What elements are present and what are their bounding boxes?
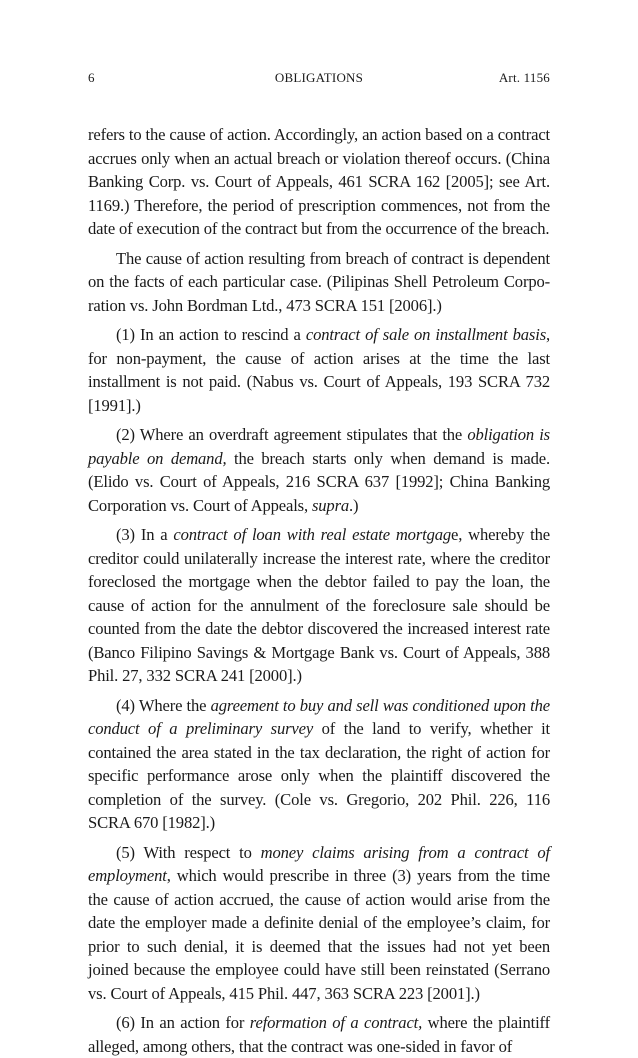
section-title: OBLIGATIONS [274,70,364,85]
paragraph-text: (3) In a [116,525,174,544]
paragraph-text: , which would prescribe in three (3) years from the time the cause of action accrued, the cause of action would arise from the date the employer made a definite denial of the employee’s claim, for prior to such denial, it is deemed that the issues had not yet been joined because the employee could have still been reinstated (Serrano vs. Court of Appeals, 415 Phil. 447, 363 SCRA 223 [2001].) [88,866,550,1003]
paragraph-text: , for non-payment, the cause of action arises at the time the last installment is not paid. (Nabus vs. Court of Appeals, 193 SCRA 732 [1991].) [88,325,551,415]
paragraph-text: (6) In an action for [116,1013,250,1032]
italic-text: agreement to buy and sell was conditioned upon the conduct of a preliminary survey [88,695,550,738]
paragraph [88,423,550,517]
paragraph [88,247,550,318]
paragraph-text: of the land to verify, whether it contained the area stated in the tax declaration, the right of action for specific performance arose only when the plaintiff discovered the completion of the survey. (Cole vs. Gregorio, 202 Phil. 226, 116 SCRA 670 [1982].) [88,719,551,832]
paragraph-text: The cause of action resulting from breach of contract is dependent on the facts of each particular case. (Pilipinas Shell Petroleum Corpo-ration vs. John Bordman Ltd., 473 SCRA 151 [2006].) [88,248,550,315]
paragraph-text: (5) With respect to [116,842,261,862]
italic-text: obligation is payable on demand, [88,425,550,468]
article-reference: Art. 1156 [498,70,550,85]
paragraph [88,841,550,1006]
paragraph-text: the breach starts only when demand is made. (Elido vs. Court of Appeals, 216 SCRA 637 [1992]; China Banking Corporation vs. Court of Appeals, [88,448,550,515]
paragraph [88,1011,550,1058]
italic-text: reformation of a contract, [249,1013,423,1032]
paragraph-text: (2) Where an overdraft agreement stipulates that the [116,425,468,444]
paragraph [88,323,550,417]
paragraph-text: refers to the cause of action. Accordingly, an action based on a contract accrues only when an actual breach or violation thereof occurs. (China Banking Corp. vs. Court of Appeals, 461 SCRA 162 [2005]; see Art. 1169.) Therefore, the period of prescription commences, not from the date of execution of the contract but from the occurrence of the breach. [88,125,550,238]
italic-text: supra [311,495,350,515]
body-text [88,123,550,1058]
italic-text: contract of sale on installment basis [305,325,547,344]
paragraph-text: where the plaintiff alleged, among others, that the contract was one-sided in favor of [88,1013,551,1056]
italic-text: contract of loan with real estate mortgag [173,525,452,544]
paragraph-text: (4) Where the [116,695,211,715]
running-header [88,70,550,90]
paragraph [88,694,550,835]
paragraph-text: e, whereby the creditor could unilaterally increase the interest rate, where the creditor foreclosed the mortgage when the debtor failed to pay the loan, the cause of action for the annulment of the foreclosure sale should be counted from the date the debtor discovered the increased interest rate (Banco Filipino Savings & Mortgage Bank vs. Court of Appeals, 388 Phil. 27, 332 SCRA 241 [2000].) [88,525,550,685]
paragraph [88,123,550,241]
italic-text: money claims arising from a contract of employment [88,842,550,885]
paragraph-text: (1) In an action to rescind a [116,325,306,344]
paragraph [88,523,550,688]
page-number: 6 [88,70,95,85]
paragraph-text: .) [349,495,359,515]
